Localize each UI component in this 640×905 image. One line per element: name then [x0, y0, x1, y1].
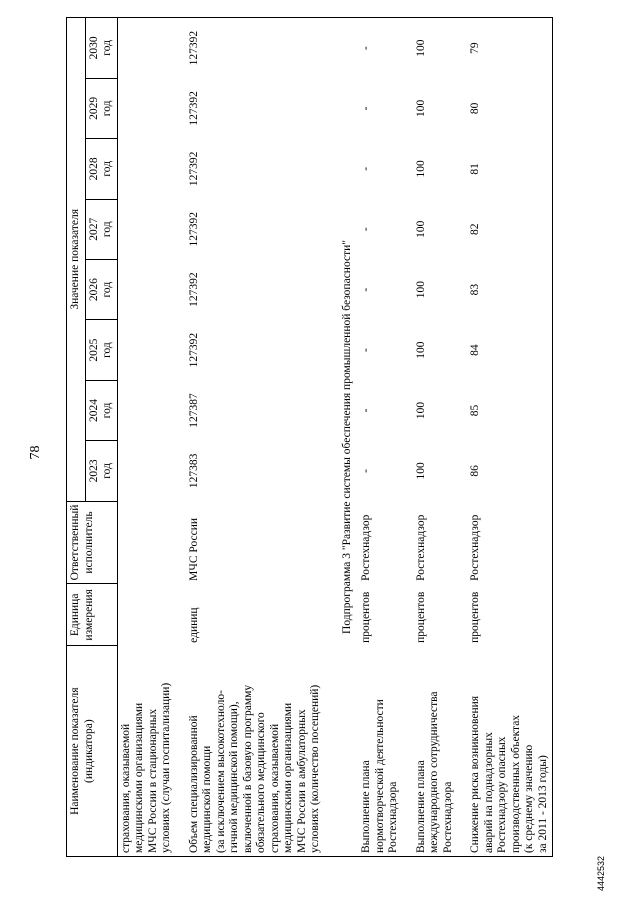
header-name: Наименование показателя (индикатора) [67, 646, 118, 857]
value-cell: 100 [414, 341, 427, 359]
value-cell: 127392 [187, 91, 200, 126]
value-cell: - [360, 106, 372, 111]
document-stamp: 4442532 [596, 855, 606, 891]
value-cell: 79 [467, 18, 553, 79]
gap-cell [325, 78, 335, 856]
indicators-table [66, 17, 553, 857]
value-cell [117, 78, 176, 138]
value-cell [117, 380, 176, 440]
subprogram-cell [335, 18, 359, 857]
value-cell: 127392 [187, 272, 200, 307]
value-cell [117, 18, 176, 79]
value-cell: 100 [414, 462, 427, 480]
row-gap [403, 18, 413, 857]
value-cell: 81 [467, 139, 553, 199]
row-gap [325, 18, 335, 857]
gap-cell [176, 78, 186, 856]
indicator-name: Снижение риска возникновения аварий на поднадзорных Ростехнадзору опасных производственных объектах (к среднему значению за 2011 - 2013 годы) [467, 646, 553, 857]
unit-cell: процентов [467, 584, 553, 646]
value-cell: 100 [413, 18, 458, 79]
unit-cell [117, 584, 176, 646]
value-cell: 82 [467, 199, 553, 259]
value-cell [117, 441, 176, 501]
row-gap [457, 18, 467, 857]
indicator-name: Объем специализированной медицинской помощи (за исключением высокотехноло- гичной медицинской помощи), включенной в базовую программу обязательного медицинского страхования, оказываемой медицинскими организациями МЧС России в амбулаторных условиях (количество посещений) [186, 646, 325, 857]
gap-cell [457, 18, 467, 79]
unit-cell: единиц [187, 607, 200, 643]
subprogram-title: Подпрограмма 3 "Развитие системы обеспечения промышленной безопасности" [340, 240, 353, 634]
value-cell: - [360, 469, 372, 473]
value-cell: 100 [414, 99, 427, 118]
header-unit: Единица измерения [67, 584, 118, 646]
indicator-name: Выполнение плана нормотворческой деятельности Ростехнадзора [358, 646, 403, 857]
header-value-group: Значение показателя [67, 18, 86, 502]
value-cell: 86 [467, 441, 553, 501]
row-gap [176, 18, 186, 857]
value-cell: 100 [414, 281, 427, 299]
value-cell [117, 259, 176, 319]
value-cell: 84 [467, 320, 553, 380]
gap-cell [457, 78, 467, 856]
indicator-name: страхования, оказываемой медицинскими организациями МЧС России в стационарных условиях (случаи госпитализации) [117, 646, 176, 857]
value-cell: 127383 [187, 453, 200, 489]
table-row [186, 18, 325, 857]
value-cell: - [360, 348, 372, 352]
header-year: 2024 год [85, 380, 117, 440]
responsible-cell: Ростехнадзор [360, 514, 372, 581]
value-cell: 100 [414, 160, 427, 178]
responsible-cell: Ростехнадзор [414, 514, 427, 581]
gap-cell [403, 78, 413, 856]
gap-cell [176, 18, 186, 79]
unit-cell: процентов [360, 591, 372, 643]
value-cell: - [358, 18, 403, 79]
value-cell [117, 139, 176, 199]
responsible-cell: МЧС России [187, 517, 200, 581]
header-year: 2023 год [85, 441, 117, 501]
value-cell: - [360, 287, 372, 292]
header-year: 2025 год [85, 320, 117, 380]
value-cell: - [360, 166, 372, 171]
table-row [117, 18, 176, 857]
responsible-cell [117, 501, 176, 584]
gap-cell [403, 18, 413, 79]
value-cell: - [360, 408, 372, 413]
value-cell: 100 [414, 401, 427, 420]
value-cell: 127392 [186, 18, 325, 79]
value-cell: - [360, 227, 372, 232]
value-cell: 127392 [187, 332, 200, 368]
indicator-name: Выполнение плана международного сотрудничества Ростехнадзора [413, 646, 458, 857]
header-year: 2027 год [85, 199, 117, 259]
header-responsible: Ответственный исполнитель [67, 501, 118, 584]
value-cell: 100 [414, 220, 427, 238]
value-cell: 127387 [187, 393, 200, 428]
responsible-cell: Ростехнадзор [467, 501, 553, 584]
table-row [467, 18, 553, 857]
value-cell: 85 [467, 380, 553, 440]
value-cell: 83 [467, 259, 553, 319]
header-year: 2028 год [85, 139, 117, 199]
value-cell [117, 199, 176, 259]
table-row [358, 18, 403, 857]
page-number: 78 [28, 445, 43, 460]
table-row [413, 18, 458, 857]
value-cell [117, 320, 176, 380]
header-year: 2026 год [85, 259, 117, 319]
value-cell: 80 [467, 78, 553, 138]
value-cell: 127392 [187, 151, 200, 187]
unit-cell: процентов [414, 591, 427, 643]
header-year: 2029 год [85, 78, 117, 138]
value-cell: 127392 [187, 211, 200, 247]
gap-cell [325, 18, 335, 79]
header-year: 2030 год [85, 18, 117, 79]
subprogram-row [335, 18, 359, 857]
